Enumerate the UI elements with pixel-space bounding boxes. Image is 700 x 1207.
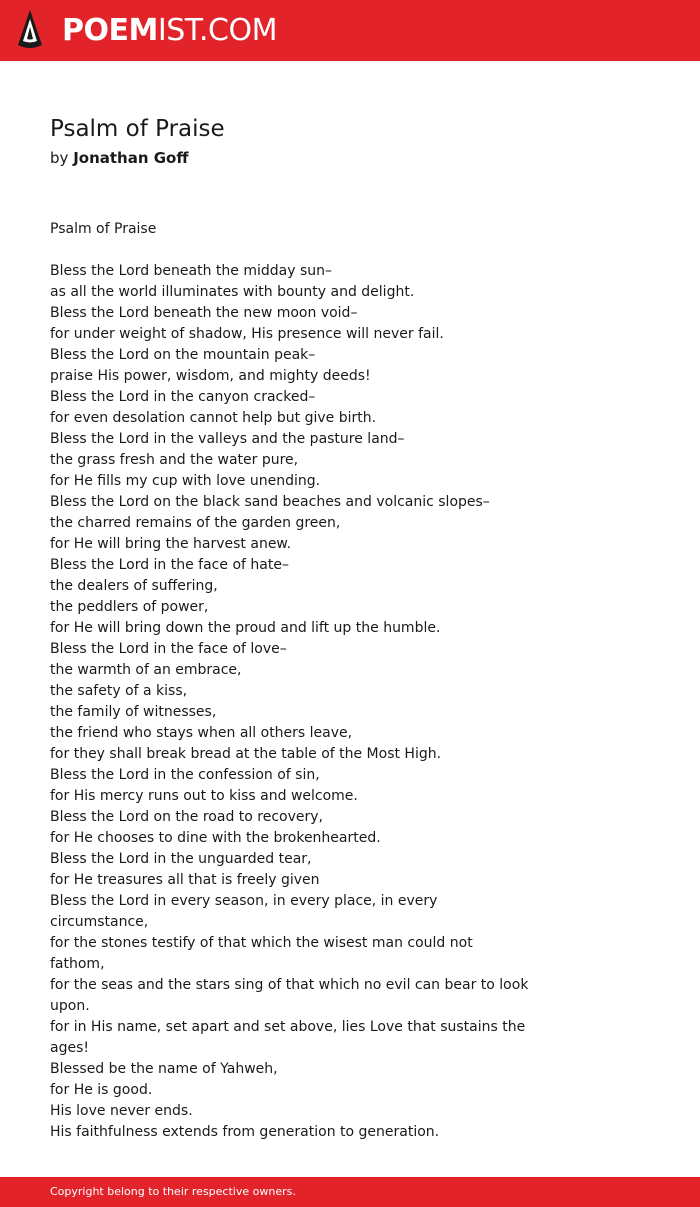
- poem-line: Bless the Lord in every season, in every place, in every circumstance,: [50, 893, 438, 930]
- site-header: [0, 0, 700, 61]
- poem-line: for He is good.: [50, 1082, 153, 1098]
- poem-line: for He will bring down the proud and lift up the humble.: [50, 620, 441, 636]
- poem-line: for He treasures all that is freely given: [50, 872, 320, 888]
- poem-line: Bless the Lord in the confession of sin,: [50, 767, 320, 783]
- poem-line: Bless the Lord beneath the midday sun–: [50, 263, 332, 279]
- poem-line: Blessed be the name of Yahweh,: [50, 1061, 278, 1077]
- poem-line: Bless the Lord in the face of hate–: [50, 557, 289, 573]
- byline: [50, 149, 189, 167]
- poem-line: His love never ends.: [50, 1103, 193, 1119]
- brand-light: IST.COM: [157, 13, 277, 48]
- poem-line: Bless the Lord in the canyon cracked–: [50, 389, 316, 405]
- poem-line: Bless the Lord on the black sand beaches and volcanic slopes–: [50, 494, 490, 510]
- poem-line: Bless the Lord on the mountain peak–: [50, 347, 316, 363]
- poem-line: for the seas and the stars sing of that which no evil can bear to look upon.: [50, 977, 529, 1014]
- poem-line: praise His power, wisdom, and mighty deeds!: [50, 368, 371, 384]
- brand-bold: POEM: [62, 13, 158, 48]
- poem-line: for under weight of shadow, His presence will never fail.: [50, 326, 444, 342]
- poem-body: [50, 219, 530, 1143]
- poem-line: for He will bring the harvest anew.: [50, 536, 292, 552]
- poem-line: Bless the Lord in the unguarded tear,: [50, 851, 312, 867]
- poem-line: the grass fresh and the water pure,: [50, 452, 299, 468]
- page-title: Psalm of Praise: [50, 116, 225, 142]
- pen-nib-icon[interactable]: [16, 9, 44, 51]
- poem-line: the peddlers of power,: [50, 599, 209, 615]
- poem-line: for the stones testify of that which the wisest man could not fathom,: [50, 935, 473, 972]
- poem-line: for He chooses to dine with the brokenhearted.: [50, 830, 381, 846]
- poem-line: for He fills my cup with love unending.: [50, 473, 321, 489]
- poem-line: for His mercy runs out to kiss and welcome.: [50, 788, 358, 804]
- poem-line: the charred remains of the garden green,: [50, 515, 341, 531]
- by-label: by: [50, 149, 69, 167]
- poem-line: Bless the Lord beneath the new moon void–: [50, 305, 358, 321]
- poem-line: the dealers of suffering,: [50, 578, 218, 594]
- author-name: Jonathan Goff: [73, 149, 189, 167]
- poem-line: Bless the Lord on the road to recovery,: [50, 809, 323, 825]
- poem-line: the family of witnesses,: [50, 704, 217, 720]
- poem-line: for even desolation cannot help but give birth.: [50, 410, 377, 426]
- poem-line: for in His name, set apart and set above, lies Love that sustains the ages!: [50, 1019, 526, 1056]
- poem-line: Bless the Lord in the face of love–: [50, 641, 287, 657]
- poem-line: as all the world illuminates with bounty and delight.: [50, 284, 415, 300]
- poem-line: His faithfulness extends from generation to generation.: [50, 1124, 440, 1140]
- poem-line: Bless the Lord in the valleys and the pasture land–: [50, 431, 405, 447]
- poem-line: the safety of a kiss,: [50, 683, 188, 699]
- poem-line: the warmth of an embrace,: [50, 662, 242, 678]
- poem-heading: Psalm of Praise: [50, 221, 157, 237]
- poem-line: for they shall break bread at the table of the Most High.: [50, 746, 442, 762]
- site-footer: [0, 1177, 700, 1207]
- copyright-notice: Copyright belong to their respective owners.: [50, 1185, 296, 1198]
- poem-lines: [50, 261, 530, 1143]
- poem-line: the friend who stays when all others leave,: [50, 725, 353, 741]
- site-logo-text[interactable]: [62, 10, 277, 52]
